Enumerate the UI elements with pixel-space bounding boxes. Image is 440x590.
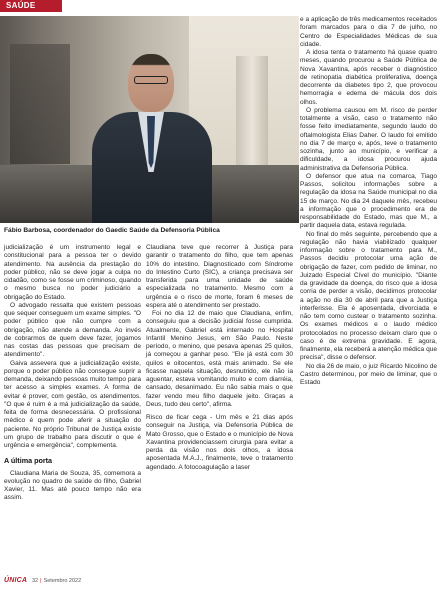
photo-flag <box>236 56 268 176</box>
article-photo <box>0 16 299 223</box>
paragraph: A idosa tenta o tratamento há quase quatro meses, quando procurou a Saúde Pública de Nova Xavantina, após receber o diagnóstico de retinopatia diabética proliferativa, doença decorrente da diabetes tipo 2, que provocou hemorragia e edema de mácula dos dois olhos. <box>300 49 437 106</box>
magazine-logo: ÚNICA <box>4 577 28 584</box>
footer-info <box>32 578 81 584</box>
subheading: A última porta <box>4 456 53 466</box>
paragraph: No dia 26 de maio, o juiz Ricardo Nicolino de Castro determinou, por meio de liminar, que o Estado <box>300 362 437 386</box>
paragraph: e a aplicação de três medicamentos receitados foram marcados para o dia 7 de julho, no Centro de Especialidades Médicas de sua cidade. <box>300 16 437 48</box>
issue-date: Setembro 2022 <box>43 578 82 584</box>
paragraph: Claudiana Maria de Souza, 35, comemora a evolução no quadro de saúde do filho, Gabriel Xavier, 11. Mas até pouco tempo não era assim. <box>4 469 141 502</box>
paragraph: Risco de ficar cega - Um mês e 21 dias após conseguir na Justiça, via Defensoria Pública de Mato Grosso, que o Estado e o município de Nova Xavantina providenciassem cirurgia para evitar a perda da visão nos dois olhos, a idosa aposentada M.A.J., finalmente, teve o tratamento agendado. A fotocoagulação a laser <box>146 414 293 471</box>
paragraph: O advogado ressalta que existem pessoas que sequer conseguem um exame simples. "O poder público que não cumpre com a obrigação, não atende a demanda. Ao invés de cobrarmos de quem deve fazer, jogamos nas costas das pessoas que precisam de atendimento". <box>4 301 141 359</box>
paragraph: Foi no dia 12 de maio que Claudiana, enfim, conseguiu que a decisão judicial fosse cumprida. Atualmente, Gabriel está internado no Hospital Infantil Menino Jesus, em São Paulo. Neste período, o menino, que pesava apenas 25 quilos, já começou a ganhar peso. "Ele já está com 30 quilos e oitocentos, está mais animado. Se ele ficasse naquela situação, desnutrido, ele não ia aguentar, estava vomitando muito e com diarréia, cansado, desanimado. Eu não sabia mais o que fazer vendo meu filho daquele jeito. Graças a Deus, tudo deu certo", afirma. <box>146 310 293 408</box>
article-column-3 <box>300 16 437 387</box>
photo-person-glasses <box>134 76 168 84</box>
paragraph: O problema causou em M. risco de perder totalmente a visão, caso o tratamento não fosse feito imediatamente, segundo laudo do oftalmologista Elias Daher. O laudo foi emitido no dia 7 de março e, após, teve o tratamento sozinha, junto ao município, e verificar a dificuldade, a idosa procurou ajuda administrativa da Defensoria Pública. <box>300 106 437 172</box>
article-column-1 <box>4 244 141 503</box>
paragraph: O defensor que atua na comarca, Tiago Passos, solicitou informações sobre a regulação da idosa na Saúde municipal no dia 15 de março. No dia 24 daquele mês, recebeu a informação que o procedimento era de responsabilidade do Estado, mas que M., a partir daquela data, estava regulada. <box>300 172 437 230</box>
section-label: SAÚDE <box>6 1 36 10</box>
footer-separator: | <box>40 578 42 584</box>
paragraph: judicialização é um instrumento legal e constitucional para a pessoa ter o devido atendimento. Na ausência da prestação do poder público, não se deve jogar a culpa no cidadão, como se fosse um criminoso, quando o mesmo busca no poder judiciário a obrigação do Estado. <box>4 244 141 301</box>
photo-caption: Fábio Barbosa, coordenador do Gaedic Saúde da Defensoria Pública <box>4 227 220 234</box>
paragraph: Gaiva assevera que a judicialização existe, porque o poder público não consegue suprir a demanda, deixando pessoas muito tempo para ter acesso a simples exames. A forma de evitar é prover, com gestão, os atendimentos. "O que é ruim é a má judicialização da saúde, feita de forma desnecessária. O profissional médico é quem pode aferir a situação do paciente. No próprio Tribunal de Justiça existe um grupo de trabalho para discutir o que é urgência e emergência", complementa. <box>4 359 141 449</box>
article-column-2 <box>146 244 293 472</box>
photo-shelf <box>10 44 70 164</box>
paragraph: No final do mês seguinte, percebendo que a regulação não havia viabilizado qualquer informação sobre o tratamento para M., Passos decidiu protocolar uma ação de obrigação de fazer, com pedido de liminar, no Juizado Especial Cível do município. "Diante da gravidade da doença, do risco que a idosa corria de perder a visão, decidimos protocolar a ação no dia 30 de abril para que a Justiça interferisse. Ela é aposentada, divorciada e não tem como custear o tratamento sozinha. Os exames médicos e o laudo médico protocolados no processo deixam claro que o caso é de extrema gravidade. E agora, finalmente, ela receberá a atenção médica que precisa", disse o defensor. <box>300 230 437 362</box>
page-number: 32 <box>32 578 39 584</box>
paragraph: Claudiana teve que recorrer à Justiça para garantir o tratamento do filho, que tem apenas 10% do intestino. Diagnosticado com Síndrome do Intestino Curto (SIC), a criança precisava ser transferida para uma unidade de saúde especializada no tratamento. Mesmo com a urgência e o risco de morte, foram 6 meses de espera até o atendimento ser prestado. <box>146 244 293 309</box>
